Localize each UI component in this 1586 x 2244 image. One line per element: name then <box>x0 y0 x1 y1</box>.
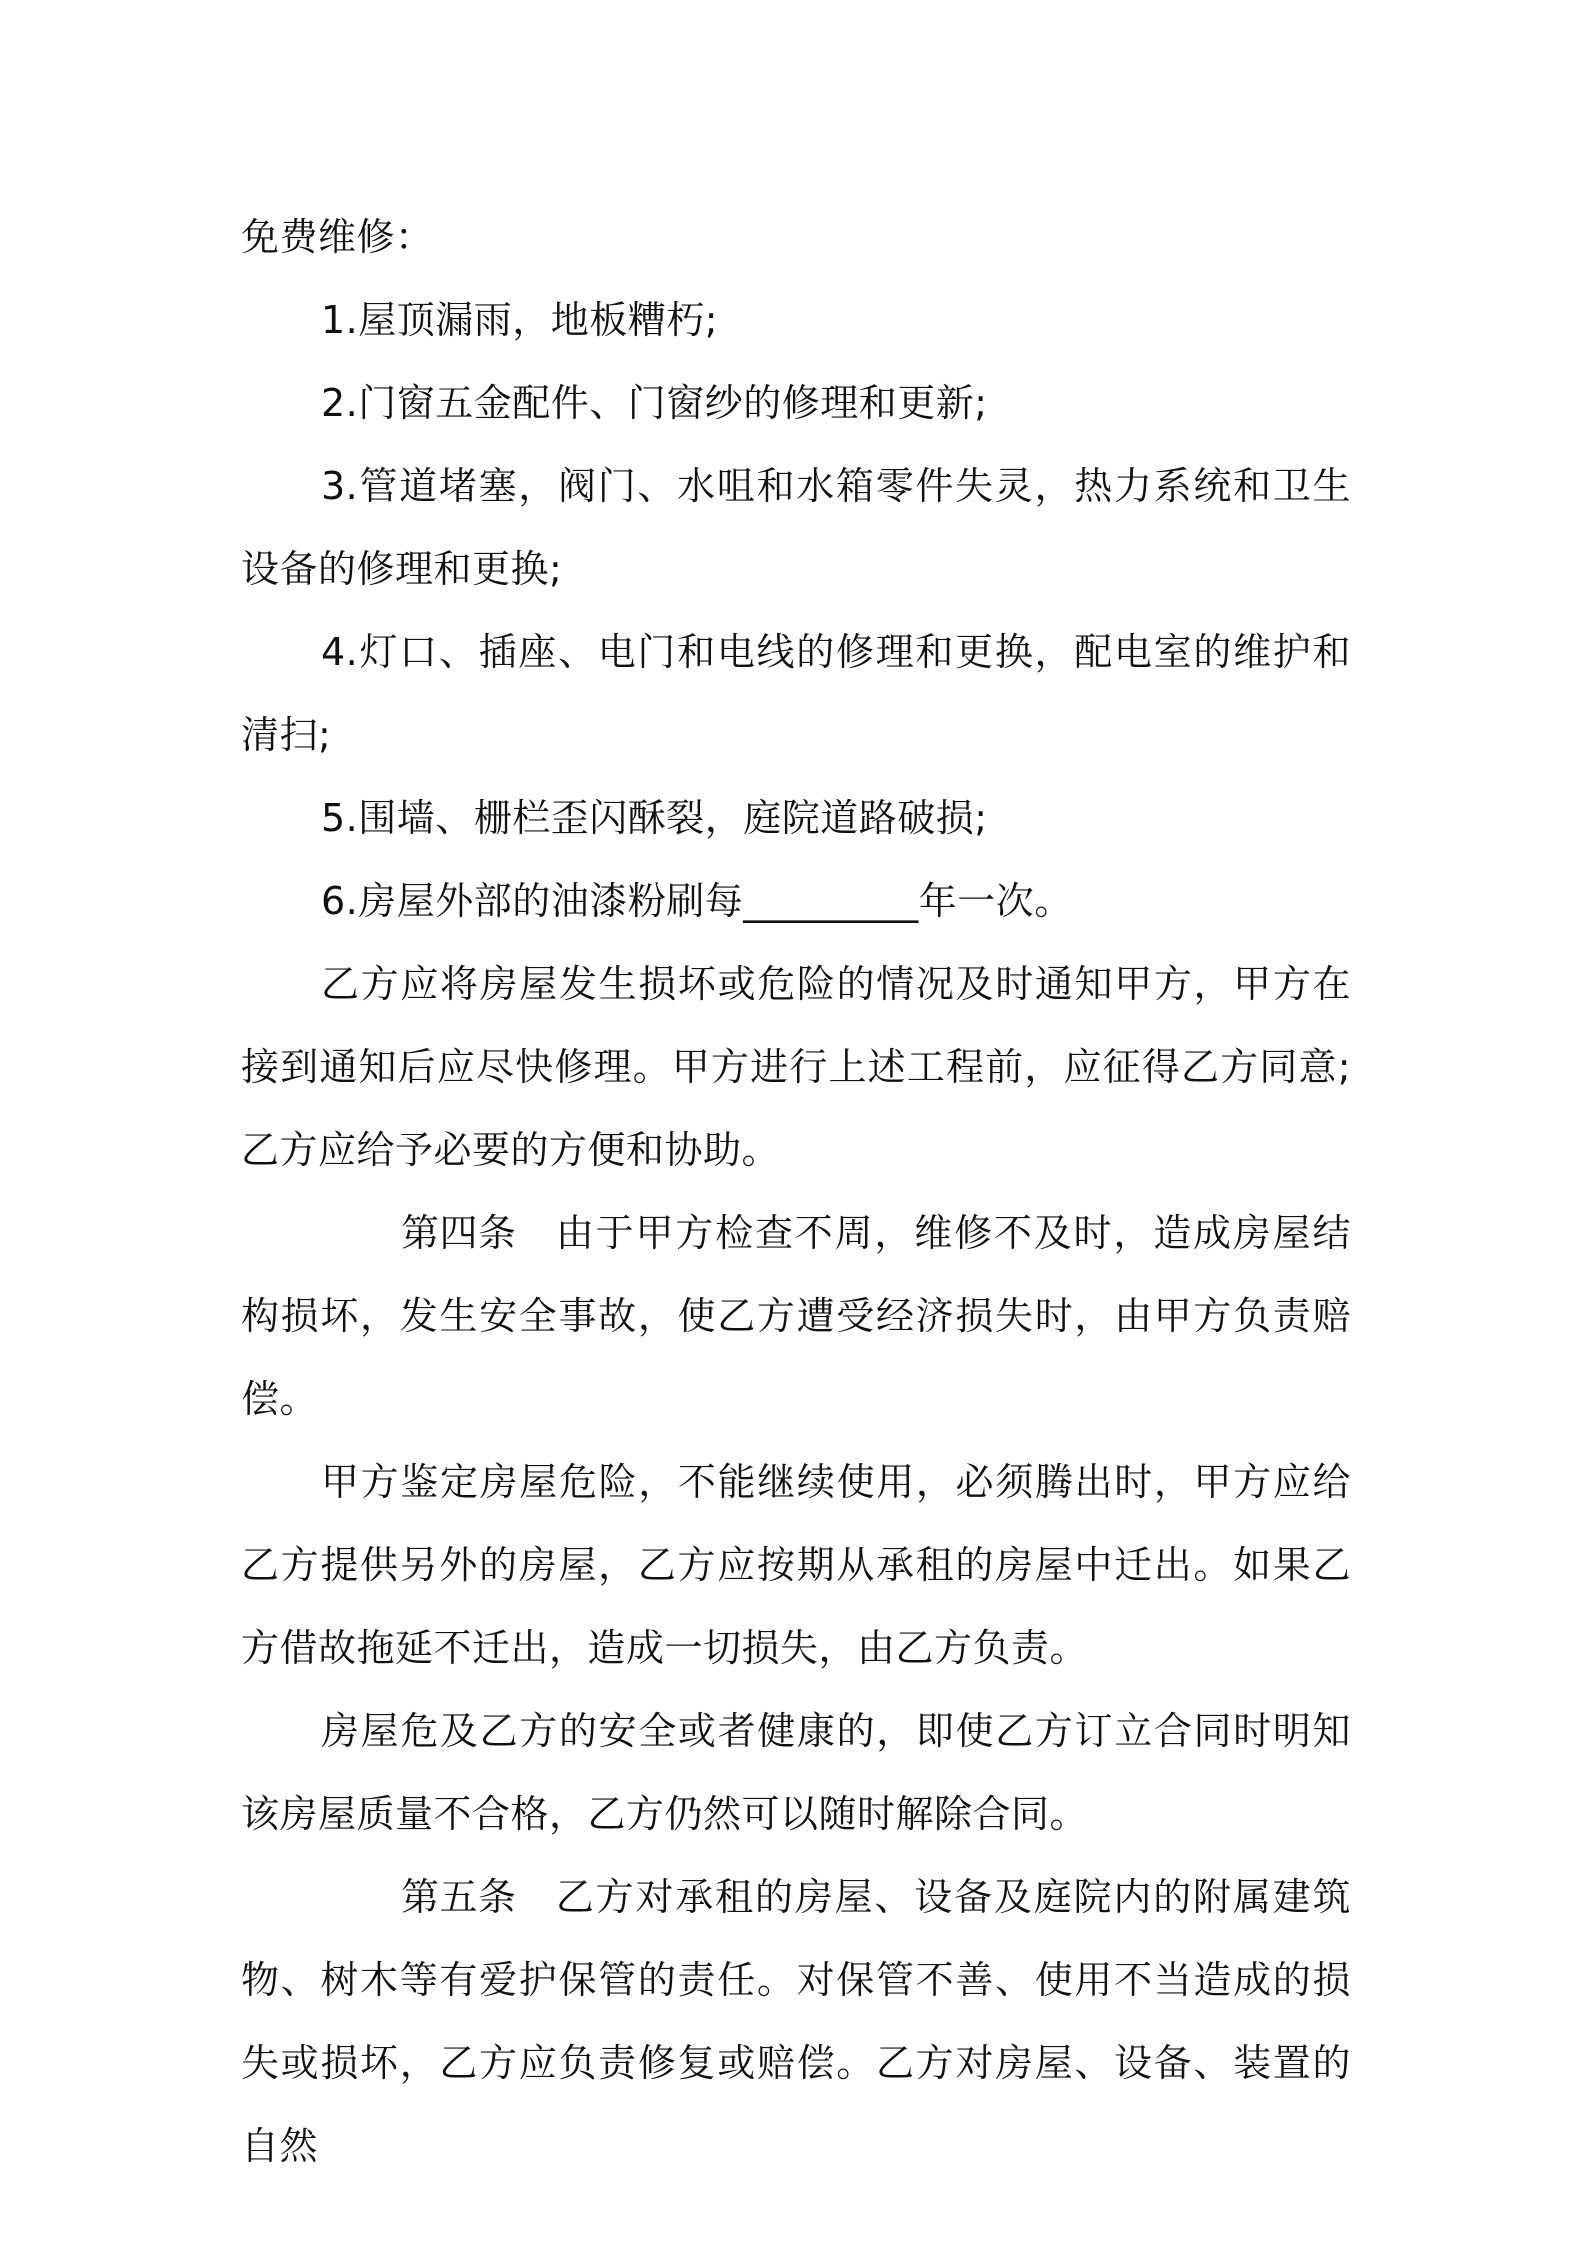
paragraph-item-5: 5.围墙、栅栏歪闪酥裂，庭院道路破损; <box>321 796 988 840</box>
paragraph-item-1: 1.屋顶漏雨，地板糟朽; <box>321 298 719 342</box>
document-body <box>241 196 1351 2188</box>
article-4-text: 由于甲方检查不周，维修不及时，造成房屋结构损坏，发生安全事故，使乙方遭受经济损失时，由甲方负责赔偿。 <box>241 1211 1351 1421</box>
article-5-text: 乙方对承租的房屋、设备及庭院内的附属建筑物、树木等有爱护保管的责任。对保管不善、使用不当造成的损失或损坏，乙方应负责修复或赔偿。乙方对房屋、设备、装置的自然 <box>241 1875 1351 2168</box>
paragraph-item-4: 4.灯口、插座、电门和电线的修理和更换，配电室的维护和清扫; <box>241 630 1351 757</box>
paragraph-free-repair-heading: 免费维修： <box>241 215 434 259</box>
paragraph-item-6: 6.房屋外部的油漆粉刷每_________年一次。 <box>321 879 1073 923</box>
paragraph-dangerous-house: 甲方鉴定房屋危险，不能继续使用，必须腾出时，甲方应给乙方提供另外的房屋，乙方应按期从承租的房屋中迁出。如果乙方借故拖延不迁出，造成一切损失，由乙方负责。 <box>241 1460 1351 1670</box>
paragraph-item-3: 3.管道堵塞，阀门、水咀和水箱零件失灵，热力系统和卫生设备的修理和更换; <box>241 464 1351 591</box>
article-4-label: 第四条 <box>401 1211 517 1255</box>
paragraph-article-4 <box>241 1192 1351 1441</box>
article-5-label: 第五条 <box>401 1875 517 1919</box>
paragraph-notify-obligation: 乙方应将房屋发生损坏或危险的情况及时通知甲方，甲方在接到通知后应尽快修理。甲方进行上述工程前，应征得乙方同意;乙方应给予必要的方便和协助。 <box>241 962 1351 1172</box>
paragraph-item-2: 2.门窗五金配件、门窗纱的修理和更新; <box>321 381 988 425</box>
paragraph-article-5 <box>241 1856 1351 2188</box>
paragraph-safety-termination: 房屋危及乙方的安全或者健康的，即使乙方订立合同时明知该房屋质量不合格，乙方仍然可以随时解除合同。 <box>241 1709 1351 1836</box>
